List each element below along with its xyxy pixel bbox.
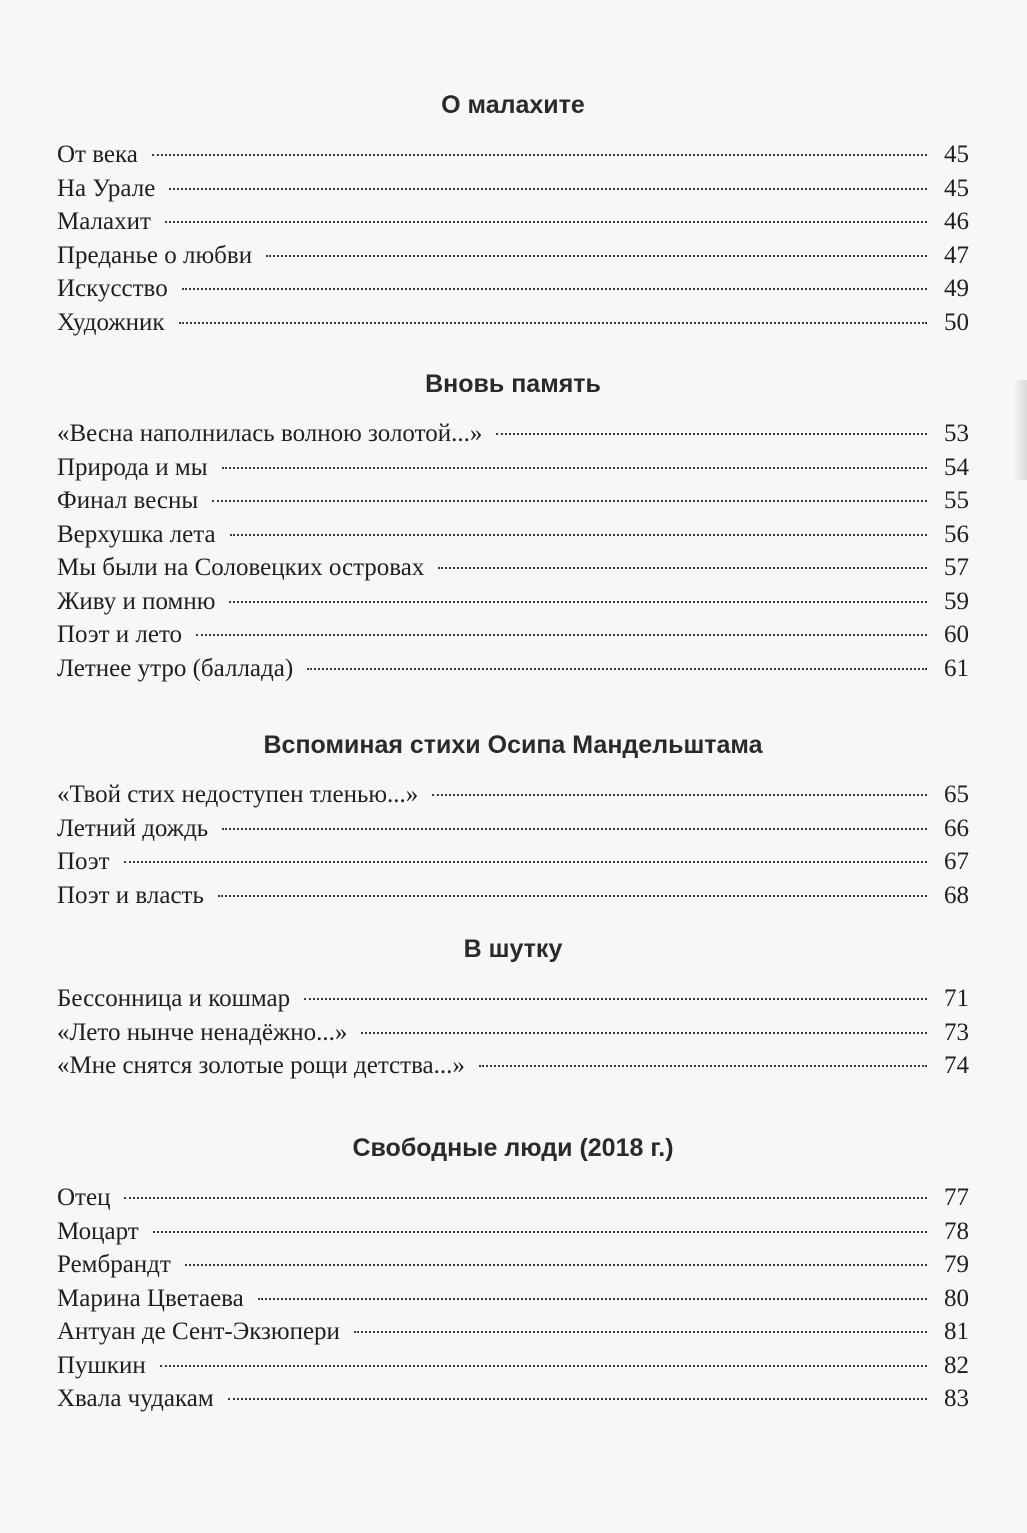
entry-page-number: 80	[944, 1284, 969, 1312]
toc-entry	[57, 518, 969, 552]
entry-title: «Весна наполнилась волною золотой...»	[57, 420, 483, 447]
toc-entry	[57, 1349, 969, 1383]
entry-title: Финал весны	[57, 487, 199, 514]
dot-leader	[354, 1331, 927, 1333]
entry-page-number: 49	[944, 275, 969, 302]
dot-leader	[169, 188, 927, 190]
toc-section	[57, 367, 969, 685]
entry-title: Летний дождь	[57, 814, 209, 842]
section-heading: Вспоминая стихи Осипа Мандельштама	[263, 731, 763, 759]
entry-page-number: 74	[944, 1052, 969, 1079]
entry-page-number: 56	[944, 520, 969, 548]
entry-title: Природа и мы	[57, 453, 208, 481]
entry-page-number: 50	[944, 308, 969, 336]
entry-title: Бессонница и кошмар	[57, 985, 291, 1012]
entry-title: Малахит	[57, 208, 151, 235]
entry-title: Искусство	[57, 275, 168, 302]
entry-page-number: 67	[944, 848, 969, 875]
entry-title: Верхушка лета	[57, 520, 216, 548]
dot-leader	[432, 794, 927, 796]
dot-leader	[266, 255, 927, 257]
toc-section	[57, 932, 969, 1083]
entry-page-number: 45	[944, 174, 969, 202]
toc-section	[57, 728, 969, 912]
dot-leader	[218, 895, 927, 897]
entry-page-number: 54	[944, 453, 969, 481]
entry-page-number: 59	[944, 587, 969, 615]
toc-section	[57, 1131, 969, 1416]
toc-entry	[57, 451, 969, 485]
dot-leader	[438, 567, 927, 569]
entry-page-number: 45	[944, 141, 969, 168]
dot-leader	[182, 288, 927, 290]
toc-entry	[57, 618, 969, 652]
section-heading: В шутку	[463, 935, 563, 963]
dot-leader	[361, 1032, 927, 1034]
toc-entry	[57, 845, 969, 879]
dot-leader	[304, 998, 927, 1000]
toc-entry	[57, 1315, 969, 1349]
dot-leader	[228, 1398, 927, 1400]
entry-title: Живу и помню	[57, 587, 216, 615]
section-heading: Свободные люди (2018 г.)	[352, 1134, 674, 1162]
page-edge-shadow	[1013, 380, 1027, 480]
entry-page-number: 79	[944, 1251, 969, 1278]
entry-title: От века	[57, 141, 138, 168]
entry-page-number: 77	[944, 1184, 969, 1211]
dot-leader	[222, 467, 927, 469]
dot-leader	[152, 154, 927, 156]
entry-page-number: 53	[944, 420, 969, 447]
entry-page-number: 61	[944, 654, 969, 682]
entry-page-number: 65	[944, 781, 969, 808]
toc-entry	[57, 272, 969, 306]
entry-title: Поэт	[57, 848, 110, 875]
toc-entry	[57, 1016, 969, 1050]
dot-leader	[479, 1065, 927, 1067]
dot-leader	[185, 1264, 927, 1266]
entry-page-number: 66	[944, 814, 969, 842]
dot-leader	[153, 1231, 927, 1233]
entry-title: «Твой стих недоступен тленью...»	[57, 781, 419, 808]
entry-page-number: 55	[944, 487, 969, 514]
entry-page-number: 73	[944, 1018, 969, 1046]
entry-page-number: 60	[944, 621, 969, 648]
toc-entry	[57, 1248, 969, 1282]
entry-page-number: 82	[944, 1351, 969, 1379]
toc-entry	[57, 484, 969, 518]
entry-title: Художник	[57, 308, 165, 336]
entry-page-number: 68	[944, 881, 969, 909]
entry-title: Поэт и власть	[57, 881, 204, 909]
entry-title: Преданье о любви	[57, 241, 253, 269]
dot-leader	[307, 668, 927, 670]
toc-entry	[57, 417, 969, 451]
toc-entry	[57, 879, 969, 913]
toc-entry	[57, 551, 969, 585]
toc-entry	[57, 138, 969, 172]
dot-leader	[258, 1298, 927, 1300]
toc-entry	[57, 205, 969, 239]
entry-title: «Мне снятся золотые рощи детства...»	[57, 1052, 465, 1079]
dot-leader	[229, 601, 927, 603]
entry-title: Поэт и лето	[57, 621, 183, 648]
toc-entry	[57, 172, 969, 206]
toc-entry	[57, 812, 969, 846]
dot-leader	[196, 634, 927, 636]
entry-title: Марина Цветаева	[57, 1284, 244, 1312]
dot-leader	[124, 861, 927, 863]
entry-title: Летнее утро (баллада)	[57, 654, 294, 682]
entry-page-number: 81	[944, 1318, 969, 1345]
toc-entry	[57, 1181, 969, 1215]
entry-page-number: 47	[944, 241, 969, 269]
section-heading: О малахите	[441, 91, 585, 119]
toc-section	[57, 88, 969, 339]
toc-entry	[57, 982, 969, 1016]
dot-leader	[212, 500, 927, 502]
entry-title: Пушкин	[57, 1351, 146, 1379]
dot-leader	[124, 1197, 927, 1199]
entry-page-number: 78	[944, 1217, 969, 1245]
entry-title: Моцарт	[57, 1217, 139, 1245]
entry-title: Мы были на Соловецких островах	[57, 554, 425, 581]
toc-entry	[57, 239, 969, 273]
dot-leader	[165, 221, 927, 223]
toc-entry	[57, 652, 969, 686]
entry-title: Рембрандт	[57, 1251, 171, 1278]
entry-title: Хвала чудакам	[57, 1385, 214, 1412]
dot-leader	[179, 322, 927, 324]
toc-entry	[57, 1215, 969, 1249]
entry-page-number: 71	[944, 985, 969, 1012]
entry-page-number: 46	[944, 208, 969, 235]
dot-leader	[230, 534, 927, 536]
entry-page-number: 83	[944, 1385, 969, 1412]
dot-leader	[222, 828, 927, 830]
toc-entry	[57, 778, 969, 812]
dot-leader	[160, 1365, 927, 1367]
dot-leader	[496, 433, 927, 435]
section-heading: Вновь память	[425, 370, 601, 398]
toc-entry	[57, 585, 969, 619]
entry-title: Отец	[57, 1184, 111, 1211]
entry-title: «Лето нынче ненадёжно...»	[57, 1018, 348, 1046]
toc-entry	[57, 1282, 969, 1316]
toc-entry	[57, 1049, 969, 1083]
toc-entry	[57, 306, 969, 340]
entry-title: Антуан де Сент-Экзюпери	[57, 1318, 340, 1345]
toc-entry	[57, 1382, 969, 1416]
entry-title: На Урале	[57, 174, 156, 202]
entry-page-number: 57	[944, 554, 969, 581]
